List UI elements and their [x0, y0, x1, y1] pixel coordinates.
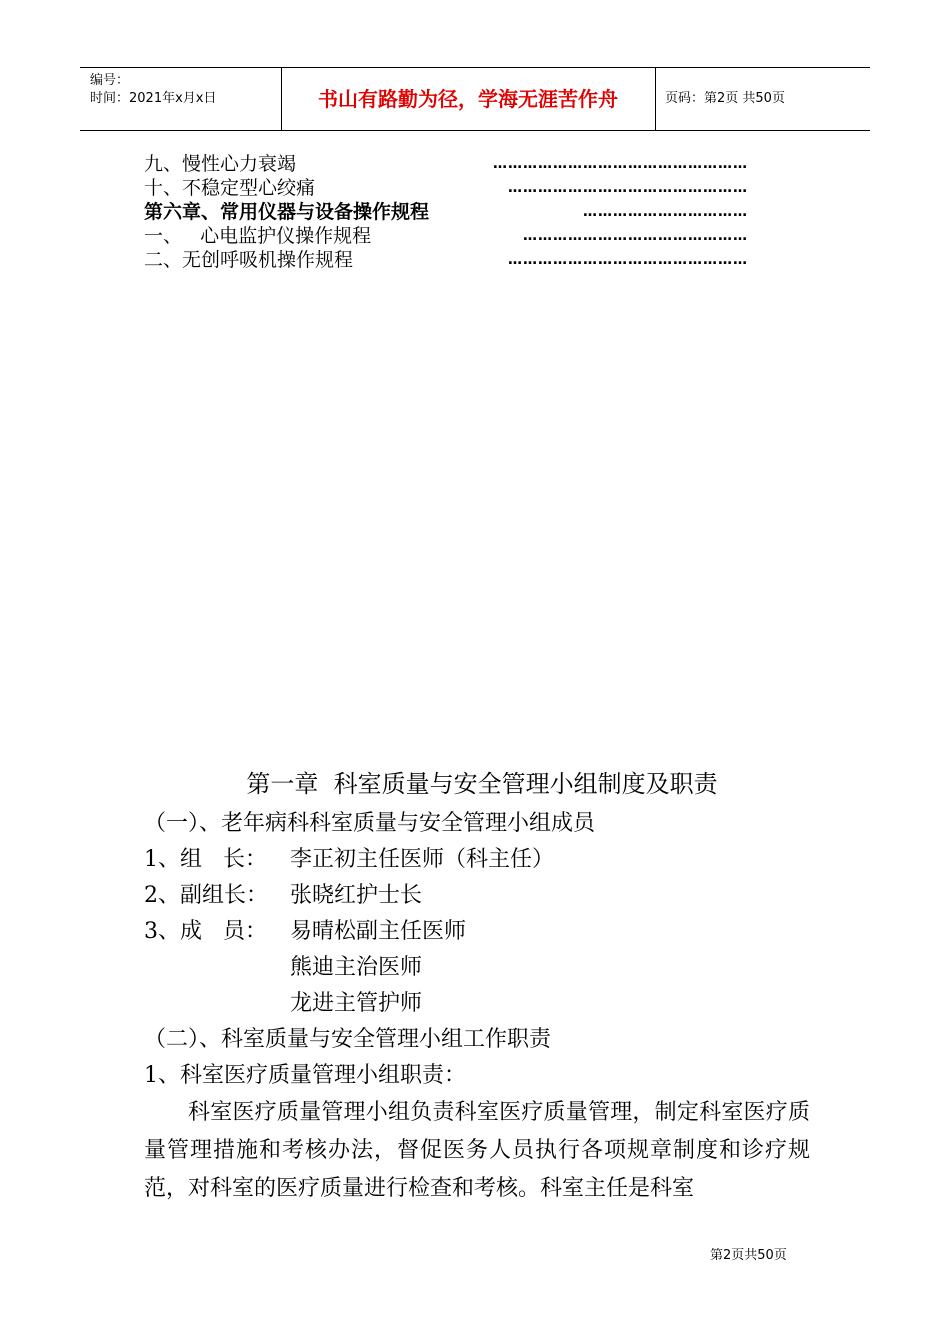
member-row — [144, 878, 810, 914]
header-motto: 书山有路勤为径，学海无涯苦作舟 — [318, 87, 618, 111]
member-row — [144, 842, 810, 878]
member-role: 3、成 员： — [144, 919, 267, 944]
section-title: （二）、科室质量与安全管理小组工作职责 — [144, 1027, 552, 1052]
toc-leader-dots: ……………………………………… — [523, 228, 748, 244]
toc-leader-dots: ………………………………………… — [508, 180, 748, 196]
toc-leader-dots: ………………………………………… — [508, 252, 748, 268]
toc-leader-dots: …………………………… — [583, 204, 748, 220]
page-footer: 第2页共50页 — [710, 1248, 787, 1263]
member-name: 张晓红护士长 — [290, 883, 423, 908]
member-name: 龙进主管护师 — [290, 991, 423, 1016]
subsection-title: 1、科室医疗质量管理小组职责： — [144, 1063, 466, 1088]
member-name: 熊迪主治医师 — [290, 955, 423, 980]
main-content — [144, 762, 810, 1230]
member-name: 李正初主任医师（科主任） — [290, 847, 555, 872]
toc-entry-chapter — [144, 200, 748, 224]
toc-entry-text: 十、不稳定型心绞痛 — [144, 177, 316, 199]
chapter-title: 第一章 科室质量与安全管理小组制度及职责 — [246, 770, 718, 798]
toc-leader-dots: …………………………………………… — [493, 156, 748, 172]
toc-entry — [144, 176, 748, 200]
table-of-contents — [144, 152, 748, 272]
header-number-label: 编号： — [90, 73, 130, 88]
toc-entry-text: 二、无创呼吸机操作规程 — [144, 249, 354, 271]
member-row — [144, 914, 810, 950]
toc-entry-text: 第六章、常用仪器与设备操作规程 — [144, 201, 430, 223]
toc-entry — [144, 152, 748, 176]
toc-entry-text: 一、 心电监护仪操作规程 — [144, 225, 372, 247]
member-row — [144, 986, 810, 1022]
member-name: 易晴松副主任医师 — [290, 919, 467, 944]
member-role: 1、组 长： — [144, 847, 267, 872]
body-paragraph: 科室医疗质量管理小组负责科室医疗质量管理，制定科室医疗质量管理措施和考核办法，督促医务人员执行各项规章制度和诊疗规范，对科室的医疗质量进行检查和考核。科室主任是科室 — [144, 1100, 810, 1201]
header-divider — [655, 68, 656, 130]
header-meta — [90, 72, 216, 108]
header-page-info: 页码：第2页 共50页 — [665, 91, 785, 106]
toc-entry — [144, 248, 748, 272]
header-date-label: 时间：2021年x月x日 — [90, 91, 217, 106]
section-title: （一）、老年病科科室质量与安全管理小组成员 — [144, 811, 596, 836]
toc-entry — [144, 224, 748, 248]
member-role: 2、副组长： — [144, 883, 268, 908]
toc-entry-text: 九、慢性心力衰竭 — [144, 153, 297, 175]
page-header — [80, 67, 870, 131]
member-row — [144, 950, 810, 986]
